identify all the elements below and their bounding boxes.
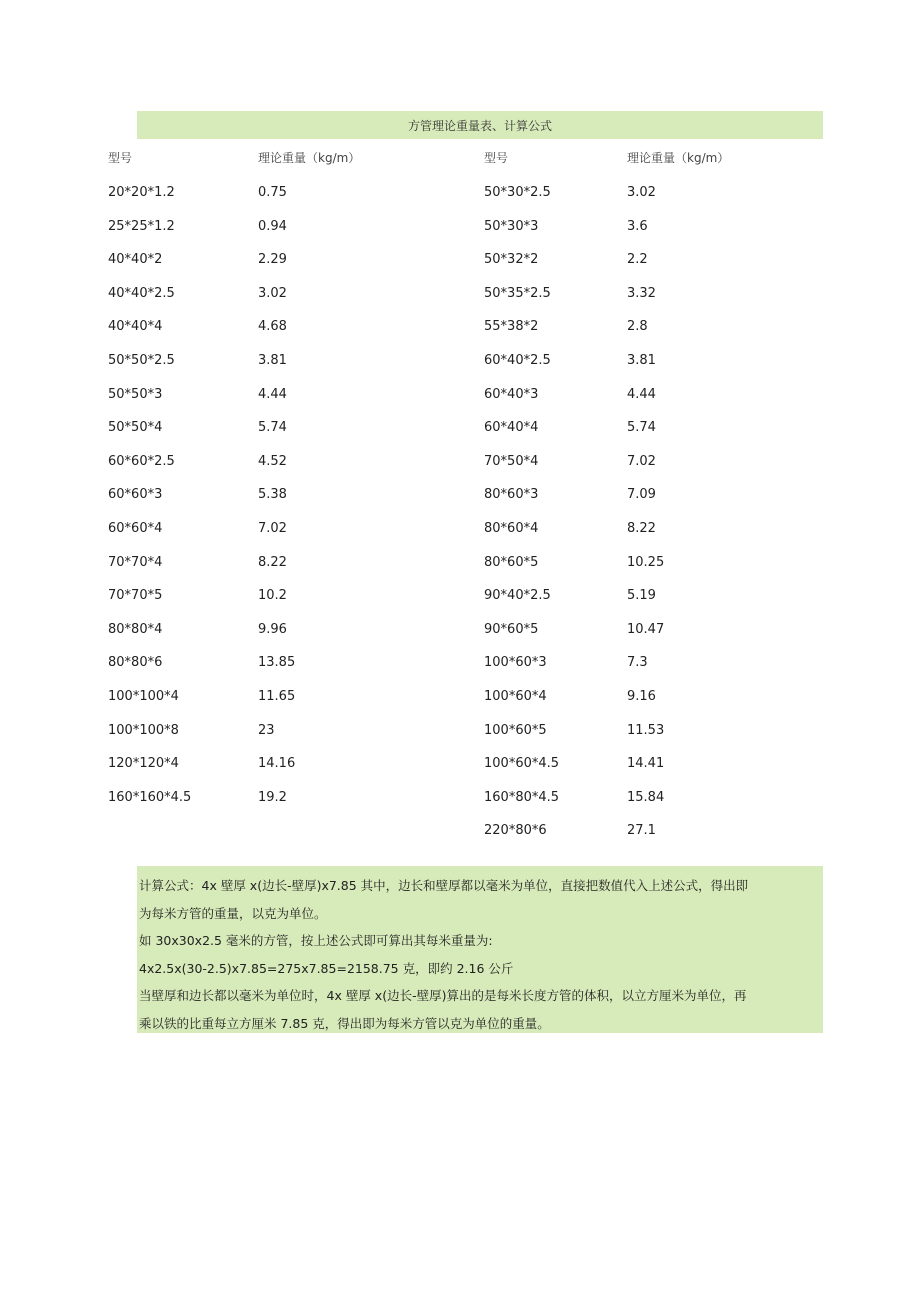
- cell-weight-right: 8.22: [627, 520, 656, 536]
- cell-weight-right: 14.41: [627, 756, 665, 772]
- table-row: [108, 478, 828, 512]
- cell-model-left: 80*80*6: [108, 655, 163, 671]
- cell-weight-right: 10.25: [627, 554, 665, 570]
- table-row: [108, 646, 828, 680]
- cell-model-right: 100*60*4.5: [484, 756, 560, 772]
- table-title: 方管理论重量表、计算公式: [137, 111, 823, 139]
- cell-model-right: 90*40*2.5: [484, 588, 551, 604]
- cell-weight-left: 4.68: [258, 319, 287, 335]
- cell-model-left: 70*70*4: [108, 554, 163, 570]
- table-row: [108, 445, 828, 479]
- cell-weight-left: 4.44: [258, 386, 287, 402]
- cell-weight-right: 7.09: [627, 487, 656, 503]
- table-row: [108, 613, 828, 647]
- table-row: [108, 310, 828, 344]
- cell-model-right: 50*30*3: [484, 218, 539, 234]
- cell-weight-left: 0.94: [258, 218, 287, 234]
- cell-model-right: 50*35*2.5: [484, 285, 551, 301]
- cell-weight-right: 7.02: [627, 453, 656, 469]
- table-row: [108, 546, 828, 580]
- cell-weight-right: 2.8: [627, 319, 648, 335]
- cell-model-right: 90*60*5: [484, 621, 539, 637]
- cell-weight-left: 23: [258, 722, 275, 738]
- cell-weight-left: 13.85: [258, 655, 296, 671]
- cell-weight-right: 5.74: [627, 420, 656, 436]
- cell-model-right: 60*40*4: [484, 420, 539, 436]
- table-row: [108, 512, 828, 546]
- cell-weight-right: 3.02: [627, 185, 656, 200]
- cell-model-right: 55*38*2: [484, 319, 539, 335]
- formula-line: 4x2.5x(30-2.5)x7.85=275x7.85=2158.75 克，即约 2.16 公斤: [139, 960, 514, 976]
- weight-table: [108, 140, 828, 848]
- header-weight-right: 理论重量（kg/m）: [627, 151, 730, 165]
- cell-weight-right: 3.6: [627, 218, 648, 234]
- cell-weight-right: 27.1: [627, 823, 656, 839]
- table-header-row: [108, 140, 828, 176]
- formula-line: 为每米方管的重量，以克为单位。: [139, 905, 327, 921]
- cell-model-left: 60*60*2.5: [108, 453, 175, 469]
- table-row: [108, 176, 828, 210]
- cell-weight-right: 2.2: [627, 252, 648, 268]
- cell-model-right: 70*50*4: [484, 453, 539, 469]
- cell-model-left: 50*50*4: [108, 420, 163, 436]
- cell-weight-right: 15.84: [627, 789, 665, 805]
- cell-model-left: 120*120*4: [108, 756, 179, 772]
- cell-model-left: 40*40*2: [108, 252, 163, 268]
- cell-model-right: 60*40*2.5: [484, 352, 551, 368]
- cell-weight-right: 11.53: [627, 722, 665, 738]
- cell-model-right: 160*80*4.5: [484, 789, 560, 805]
- cell-model-right: 100*60*5: [484, 722, 547, 738]
- cell-model-right: 100*60*3: [484, 655, 547, 671]
- cell-weight-left: 2.29: [258, 252, 287, 268]
- cell-model-right: 80*60*4: [484, 520, 539, 536]
- cell-weight-right: 3.32: [627, 285, 656, 301]
- formula-line: 当壁厚和边长都以毫米为单位时，4x 壁厚 x(边长-壁厚)算出的是每米长度方管的体积，以立方厘米为单位，再: [139, 988, 747, 1003]
- cell-model-right: 220*80*6: [484, 823, 547, 839]
- cell-weight-right: 3.81: [627, 352, 656, 368]
- cell-weight-left: 0.75: [258, 185, 287, 200]
- cell-model-left: 160*160*4.5: [108, 789, 192, 805]
- cell-model-left: 25*25*1.2: [108, 218, 175, 234]
- table-row: [108, 378, 828, 412]
- cell-model-left: 20*20*1.2: [108, 185, 175, 200]
- table-row: [108, 781, 828, 815]
- cell-weight-left: 5.38: [258, 487, 287, 503]
- cell-weight-right: 9.16: [627, 688, 656, 704]
- formula-box: [137, 866, 823, 1033]
- table-row: [108, 714, 828, 748]
- cell-model-left: 60*60*4: [108, 520, 163, 536]
- cell-weight-left: 3.81: [258, 352, 287, 368]
- cell-model-left: 40*40*2.5: [108, 285, 175, 301]
- cell-weight-left: 14.16: [258, 756, 296, 772]
- cell-weight-left: 9.96: [258, 621, 287, 637]
- cell-model-right: 50*30*2.5: [484, 185, 551, 200]
- header-model-right: 型号: [484, 151, 509, 165]
- table-row: [108, 579, 828, 613]
- cell-model-left: 50*50*3: [108, 386, 163, 402]
- cell-model-left: 80*80*4: [108, 621, 163, 637]
- cell-model-left: 70*70*5: [108, 588, 163, 604]
- formula-line: 乘以铁的比重每立方厘米 7.85 克，得出即为每米方管以克为单位的重量。: [139, 1015, 550, 1031]
- table-row: [108, 814, 828, 848]
- cell-model-left: 50*50*2.5: [108, 352, 175, 368]
- cell-model-right: 100*60*4: [484, 688, 547, 704]
- cell-weight-left: 11.65: [258, 688, 296, 704]
- cell-model-right: 80*60*3: [484, 487, 539, 503]
- cell-weight-right: 4.44: [627, 386, 656, 402]
- cell-model-left: 40*40*4: [108, 319, 163, 335]
- table-row: [108, 277, 828, 311]
- formula-line: 计算公式：4x 壁厚 x(边长-壁厚)x7.85 其中，边长和壁厚都以毫米为单位，直接把数值代入上述公式，得出即: [139, 878, 749, 893]
- table-row: [108, 680, 828, 714]
- table-row: [108, 344, 828, 378]
- header-model-left: 型号: [108, 151, 133, 165]
- cell-weight-left: 10.2: [258, 588, 287, 604]
- table-row: [108, 243, 828, 277]
- table-row: [108, 210, 828, 244]
- cell-weight-left: 3.02: [258, 285, 287, 301]
- cell-weight-left: 19.2: [258, 789, 287, 805]
- cell-model-left: 100*100*4: [108, 688, 179, 704]
- table-row: [108, 411, 828, 445]
- cell-model-left: 100*100*8: [108, 722, 179, 738]
- header-weight-left: 理论重量（kg/m）: [258, 151, 361, 165]
- cell-model-right: 50*32*2: [484, 252, 539, 268]
- cell-weight-left: 5.74: [258, 420, 287, 436]
- cell-model-left: 60*60*3: [108, 487, 163, 503]
- cell-weight-left: 8.22: [258, 554, 287, 570]
- formula-line: 如 30x30x2.5 毫米的方管，按上述公式即可算出其每米重量为:: [139, 933, 493, 948]
- cell-model-right: 80*60*5: [484, 554, 539, 570]
- cell-weight-left: 4.52: [258, 453, 287, 469]
- cell-weight-left: 7.02: [258, 520, 287, 536]
- cell-model-right: 60*40*3: [484, 386, 539, 402]
- cell-weight-right: 5.19: [627, 588, 656, 604]
- cell-weight-right: 10.47: [627, 621, 665, 637]
- cell-weight-right: 7.3: [627, 655, 648, 671]
- table-row: [108, 747, 828, 781]
